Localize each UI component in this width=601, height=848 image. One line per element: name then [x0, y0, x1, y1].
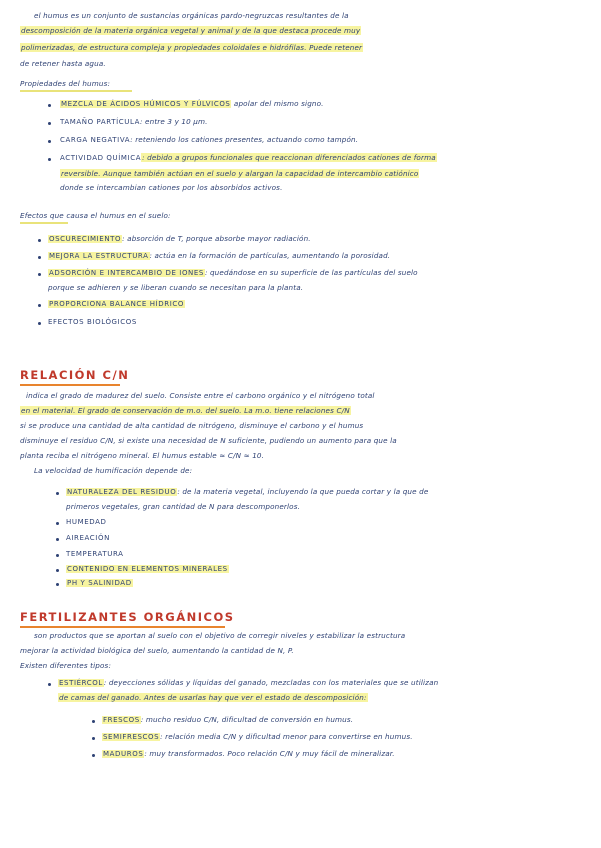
- effect-item-cont: porque se adhieren y se liberan cuando se necesitan para la planta.: [48, 283, 304, 292]
- factor-item: AIREACIÓN: [66, 534, 110, 542]
- bullet-dot: [48, 140, 51, 143]
- fert-subitem: SEMIFRESCOS: relación media C/N y dificultad menor para convertirse en humus.: [103, 732, 413, 741]
- intro-line: el humus es un conjunto de sustancias orgánicas pardo-negruzcas resultantes de la: [34, 11, 349, 20]
- effect-item: ADSORCIÓN E INTERCAMBIO DE IONES: quedándose en su superficie de las partículas del suelo: [49, 268, 418, 277]
- property-item: ACTIVIDAD QUÍMICA: debido a grupos funcionales que reaccionan diferenciados cationes de forma: [60, 153, 436, 162]
- bullet-dot: [92, 737, 95, 740]
- intro-line: polimerizadas, de estructura compleja y propiedades coloidales e hidrófilas. Puede retener: [21, 43, 363, 52]
- bullet-dot: [92, 720, 95, 723]
- cn-line: indica el grado de madurez del suelo. Consiste entre el carbono orgánico y el nitrógeno total: [26, 391, 375, 400]
- heading-underline: [20, 626, 225, 628]
- property-item-cont: donde se intercambian cationes por los absorbidos activos.: [60, 183, 283, 192]
- fert-line: Existen diferentes tipos:: [20, 661, 112, 670]
- property-item: MEZCLA DE ÁCIDOS HÚMICOS Y FÚLVICOS apolar del mismo signo.: [61, 99, 324, 108]
- cn-line: La velocidad de humificación depende de:: [34, 466, 193, 475]
- subtitle-underline: [20, 222, 68, 224]
- effect-item: PROPORCIONA BALANCE HÍDRICO: [49, 300, 185, 308]
- bullet-dot: [48, 104, 51, 107]
- bullet-dot: [56, 554, 59, 557]
- property-item: CARGA NEGATIVA: reteniendo los cationes presentes, actuando como tampón.: [60, 135, 359, 144]
- cn-line: disminuye el residuo C/N, si existe una necesidad de N suficiente, pudiendo un aumento para que la: [20, 436, 397, 445]
- effect-item: EFECTOS BIOLÓGICOS: [48, 318, 137, 326]
- section-subtitle: Propiedades del humus:: [20, 79, 111, 88]
- bullet-dot: [38, 322, 41, 325]
- bullet-dot: [56, 583, 59, 586]
- bullet-dot: [38, 304, 41, 307]
- effect-item: MEJORA LA ESTRUCTURA: actúa en la formación de partículas, aumentando la porosidad.: [49, 251, 391, 260]
- fert-item-cont: de camas del ganado. Antes de usarlas hay que ver el estado de descomposición:: [59, 693, 367, 702]
- fert-line: mejorar la actividad biológica del suelo, aumentando la cantidad de N, P.: [20, 646, 294, 655]
- bullet-dot: [48, 122, 51, 125]
- subtitle-underline: [20, 90, 132, 92]
- fert-subitem: MADUROS: muy transformados. Poco relación C/N y muy fácil de mineralizar.: [103, 749, 395, 758]
- factor-item: PH Y SALINIDAD: [67, 579, 132, 587]
- section-subtitle: Efectos que causa el humus en el suelo:: [20, 211, 171, 220]
- bullet-dot: [56, 538, 59, 541]
- bullet-dot: [38, 256, 41, 259]
- factor-item: NATURALEZA DEL RESIDUO: de la materia vegetal, incluyendo la que pueda cortar y la que de: [67, 487, 429, 496]
- section-heading-fert: FERTILIZANTES ORGÁNICOS: [20, 610, 235, 624]
- property-item: TAMAÑO PARTÍCULA: entre 3 y 10 µm.: [60, 117, 208, 126]
- bullet-dot: [56, 492, 59, 495]
- fert-subitem: FRESCOS: mucho residuo C/N, dificultad de conversión en humus.: [103, 715, 354, 724]
- property-item-cont: reversible. Aunque también actúan en el suelo y alargan la capacidad de intercambio catiónico: [61, 169, 419, 178]
- fert-item: ESTIÉRCOL: deyecciones sólidas y líquidas del ganado, mezcladas con los materiales que se utilizan: [59, 678, 439, 687]
- factor-item: CONTENIDO EN ELEMENTOS MINERALES: [67, 565, 228, 573]
- fert-line: son productos que se aportan al suelo con el objetivo de corregir niveles y estabilizar la estructura: [34, 631, 406, 640]
- bullet-dot: [56, 522, 59, 525]
- bullet-dot: [48, 683, 51, 686]
- bullet-dot: [38, 239, 41, 242]
- factor-item-cont: primeros vegetales, gran cantidad de N para descomponerlos.: [66, 502, 301, 511]
- cn-line: en el material. El grado de conservación de m.o. del suelo. La m.o. tiene relaciones C/N: [21, 406, 350, 415]
- factor-item: TEMPERATURA: [66, 550, 124, 558]
- bullet-dot: [92, 754, 95, 757]
- intro-line: de retener hasta agua.: [20, 59, 106, 68]
- factor-item: HUMEDAD: [66, 518, 107, 526]
- effect-item: OSCURECIMIENTO: absorción de T, porque absorbe mayor radiación.: [49, 234, 311, 243]
- section-heading-cn: RELACIÓN C/N: [20, 368, 130, 382]
- intro-line: descomposición de la materia orgánica vegetal y animal y de la que destaca procede muy: [21, 26, 361, 35]
- bullet-dot: [56, 569, 59, 572]
- bullet-dot: [38, 273, 41, 276]
- heading-underline: [20, 384, 120, 386]
- bullet-dot: [48, 158, 51, 161]
- cn-line: si se produce una cantidad de alta cantidad de nitrógeno, disminuye el carbono y el humus: [20, 421, 364, 430]
- cn-line: planta reciba el nitrógeno mineral. El humus estable ≈ C/N ≈ 10.: [20, 451, 265, 460]
